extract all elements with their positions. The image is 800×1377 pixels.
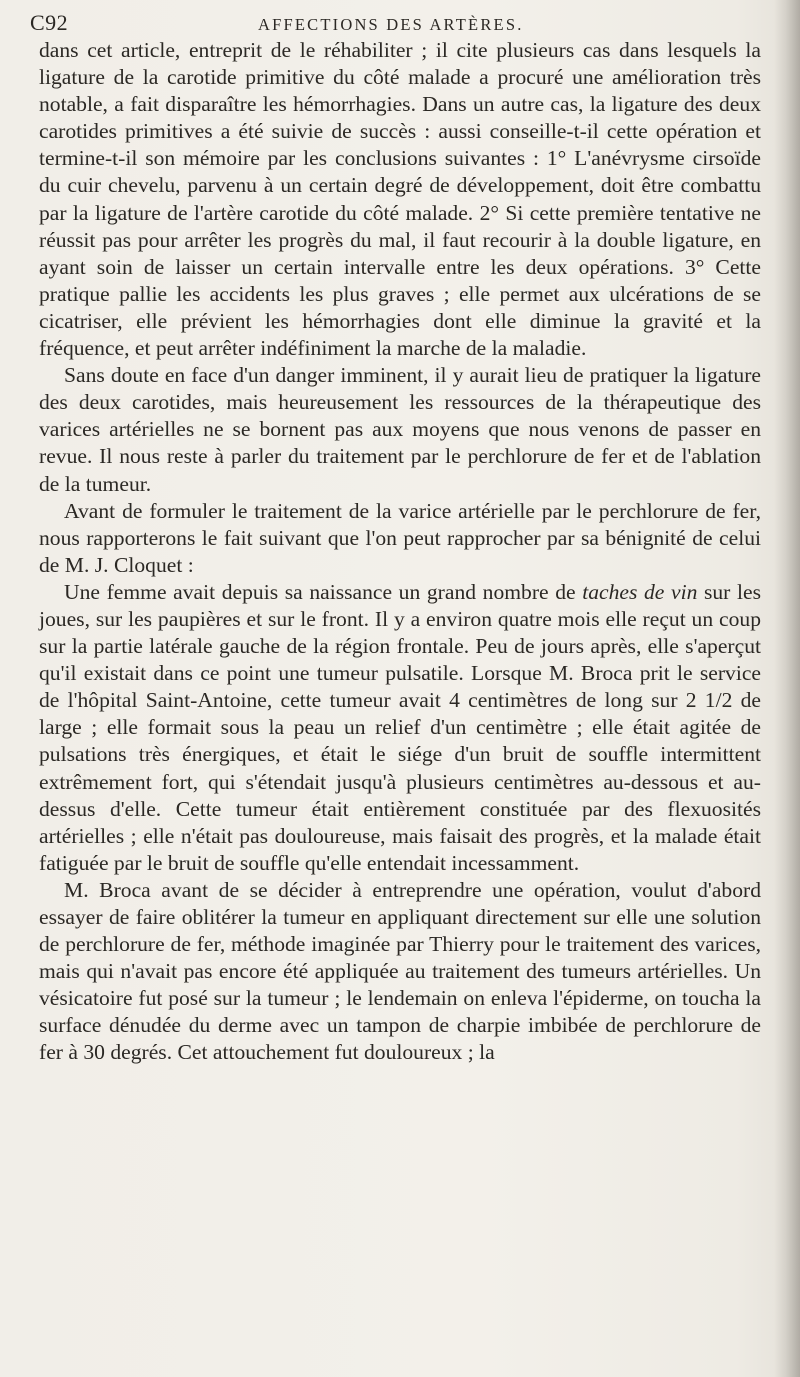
paragraph-4-rest: sur les joues, sur les paupières et sur le front. Il y a environ quatre mois elle reçut un coup sur la partie latérale gauche de la région frontale. Peu de jours après, elle s'aperçut qu'il existait dans ce point une tumeur pulsatile. Lorsque M. Broca prit le service de l'hôpital Saint-Antoine, cette tumeur avait 4 centimètres de long sur 2 1/2 de large ; elle formait sous la peau un relief d'un centimètre ; elle était agitée de pulsations très énergiques, et était le siége d'un bruit de souffle intermittent extrêmement fort, qui s'étendait jusqu'à plusieurs centimètres au-dessous et au-dessus d'elle. Cette tumeur était entièrement constituée par des flexuosités artérielles ; elle n'était pas douloureuse, mais faisait des progrès, et la malade était fatiguée par le bruit de souffle qu'elle entendait incessamment. [39,579,761,875]
running-header [30,10,750,40]
paragraph-2: Sans doute en face d'un danger imminent, il y aurait lieu de pratiquer la ligature des deux carotides, mais heureusement les ressources de la thérapeutique des varices artérielles ne se bornent pas aux moyens que nous venons de passer en revue. Il nous reste à parler du traitement par le perchlorure de fer et de l'ablation de la tumeur. [39,363,761,496]
paragraph-4 [39,579,761,877]
paragraph-4-italic-term: taches de vin [582,579,698,604]
body-text [39,37,761,1067]
page-edge-shadow [774,0,800,1377]
paragraph-3: Avant de formuler le traitement de la varice artérielle par le perchlorure de fer, nous rapporterons le fait suivant que l'on peut rapprocher par sa bénignité de celui de M. J. Cloquet : [39,498,761,577]
paragraph-4-lead: Une femme avait depuis sa naissance un grand nombre de [64,579,583,604]
running-title: AFFECTIONS DES ARTÈRES. [258,15,524,34]
page-number: C92 [30,10,69,35]
paragraph-1: dans cet article, entreprit de le réhabiliter ; il cite plusieurs cas dans lesquels la ligature de la carotide primitive du côté malade a procuré une amélioration très notable, a fait disparaître les hémorrhagies. Dans un autre cas, la ligature des deux carotides primitives a été suivie de succès : aussi conseille-t-il cette opération et termine-t-il son mémoire par les conclusions suivantes : 1° L'anévrysme cirsoïde du cuir chevelu, parvenu à un certain degré de développement, doit être combattu par la ligature de l'artère carotide du côté malade. 2° Si cette première tentative ne réussit pas pour arrêter les progrès du mal, il faut recourir à la double ligature, en ayant soin de laisser un certain intervalle entre les deux opérations. 3° Cette pratique pallie les accidents les plus graves ; elle permet aux ulcérations de se cicatriser, elle prévient les hémorrhagies dont elle diminue la gravité et la fréquence, et peut arrêter indéfiniment la marche de la maladie. [39,38,761,361]
paragraph-5: M. Broca avant de se décider à entreprendre une opération, voulut d'abord essayer de faire oblitérer la tumeur en appliquant directement sur elle une solution de perchlorure de fer, méthode imaginée par Thierry pour le traitement des varices, mais qui n'avait pas encore été appliquée au traitement des tumeurs artérielles. Un vésicatoire fut posé sur la tumeur ; le lendemain on enleva l'épiderme, on toucha la surface dénudée du derme avec un tampon de charpie imbibée de perchlorure de fer à 30 degrés. Cet attouchement fut douloureux ; la [39,877,761,1065]
